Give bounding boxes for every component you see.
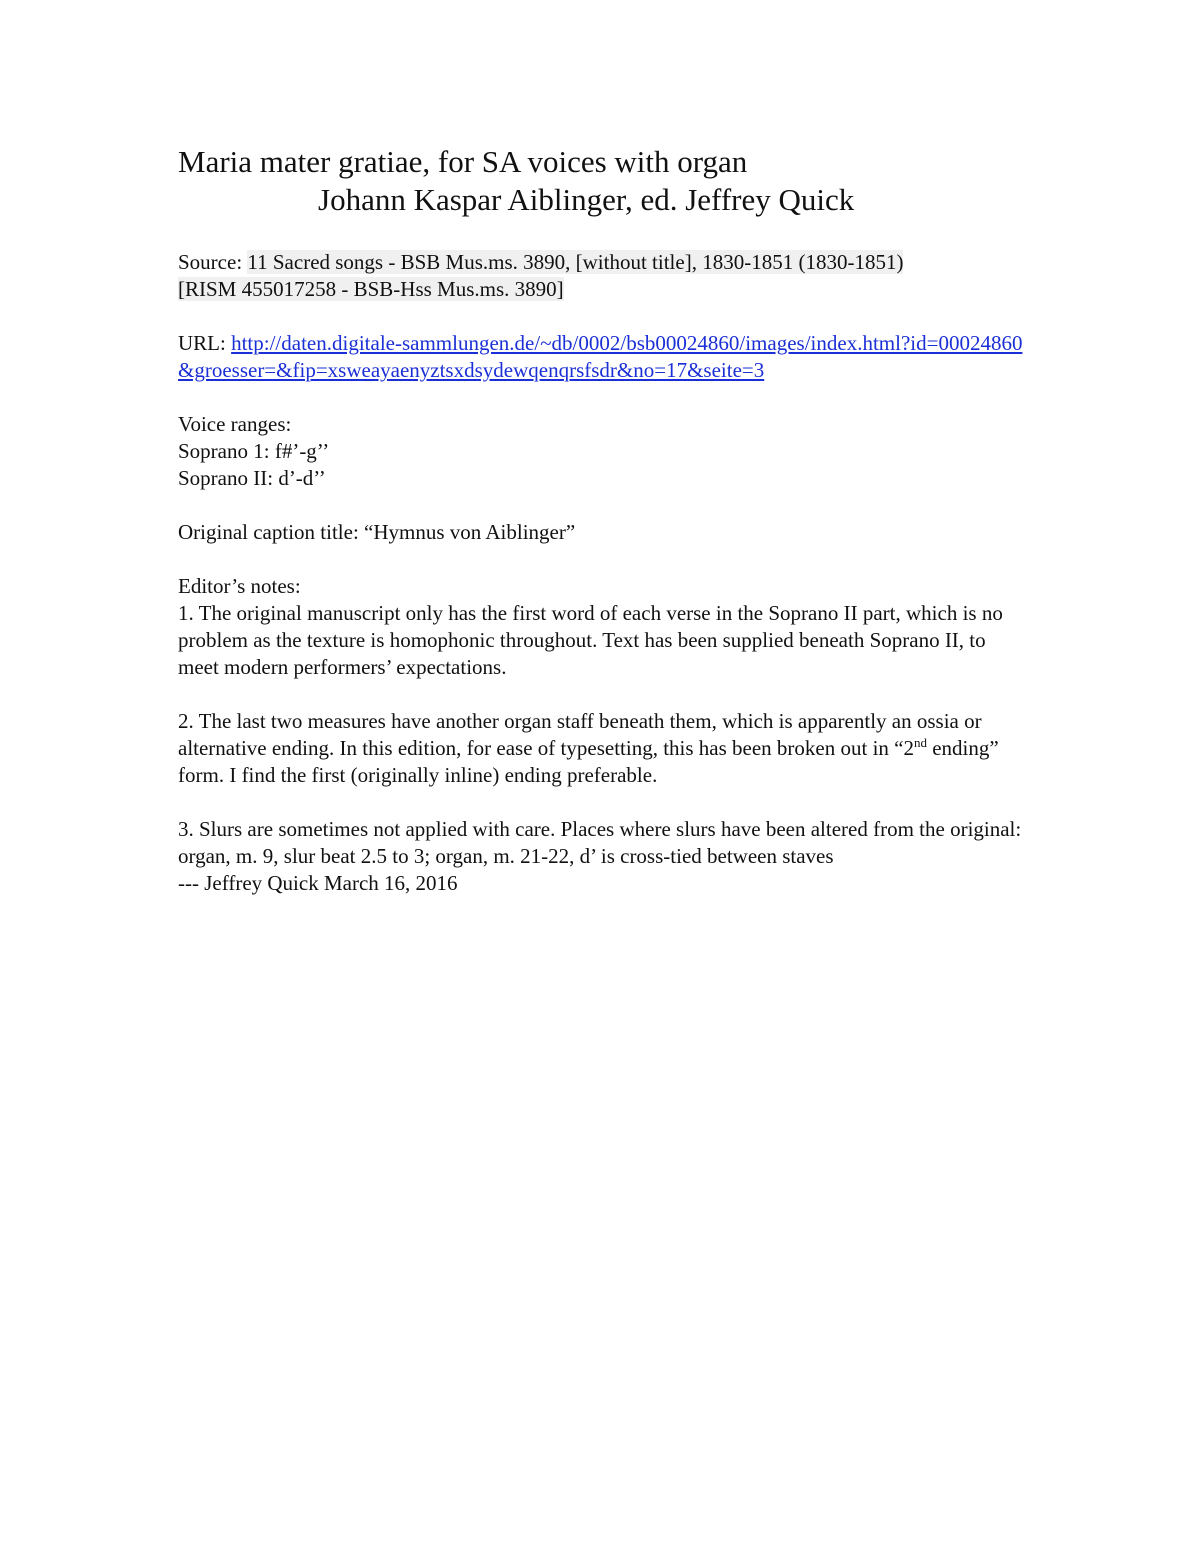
soprano2-range: Soprano II: d’-d’’ [178,466,326,490]
editor-note-3: 3. Slurs are sometimes not applied with care. Places where slurs have been altered from the original: organ, m. 9, slur beat 2.5 to 3; organ, m. 21-22, d’ is cross-tied between staves [178,817,1022,868]
editor-note-1: 1. The original manuscript only has the first word of each verse in the Soprano II part, which is no problem as the texture is homophonic throughout. Text has been supplied beneath Soprano II, to meet modern performers’ expectations. [178,601,1003,679]
document-content [178,143,1028,897]
caption-title: Original caption title: “Hymnus von Aiblinger” [178,520,576,544]
editor-note-2 [178,708,1028,789]
editors-notes-section [178,573,1028,681]
source-url-link[interactable]: http://daten.digitale-sammlungen.de/~db/0002/bsb00024860/images/index.html?id=00024860&groesser=&fip=xsweayaenyztsxdsydewqenqrsfsdr&no=17&seite=3 [178,331,1023,382]
editor-note-2-text-a: 2. The last two measures have another organ staff beneath them, which is apparently an ossia or alternative ending. In this edition, for ease of typesetting, this has been broken out in “2 [178,709,982,760]
source-label: Source: [178,250,248,274]
spacer [178,303,1028,330]
editor-note-2-superscript: nd [913,735,927,750]
spacer [178,384,1028,411]
spacer [178,789,1028,816]
voice-ranges-heading: Voice ranges: [178,412,292,436]
soprano1-range: Soprano 1: f#’-g’’ [178,439,330,463]
document-subtitle: Johann Kaspar Aiblinger, ed. Jeffrey Quick [318,182,855,217]
document-title: Maria mater gratiae, for SA voices with organ [178,144,748,179]
editor-note-2-text-b: ending” form. I find the first (originally inline) ending preferable. [178,736,999,787]
spacer [178,492,1028,519]
url-paragraph [178,330,1023,384]
source-paragraph [178,249,958,303]
spacer [178,546,1028,573]
editor-note-3-section [178,816,1028,897]
source-text: 11 Sacred songs - BSB Mus.ms. 3890, [without title], 1830-1851 (1830-1851) [RISM 455017258 - BSB-Hss Mus.ms. 3890] [178,250,904,301]
voice-ranges-section [178,411,1028,492]
spacer [178,219,1028,249]
url-label: URL: [178,331,232,355]
editors-notes-heading: Editor’s notes: [178,574,301,598]
editor-signature: --- Jeffrey Quick March 16, 2016 [178,871,458,895]
spacer [178,681,1028,708]
